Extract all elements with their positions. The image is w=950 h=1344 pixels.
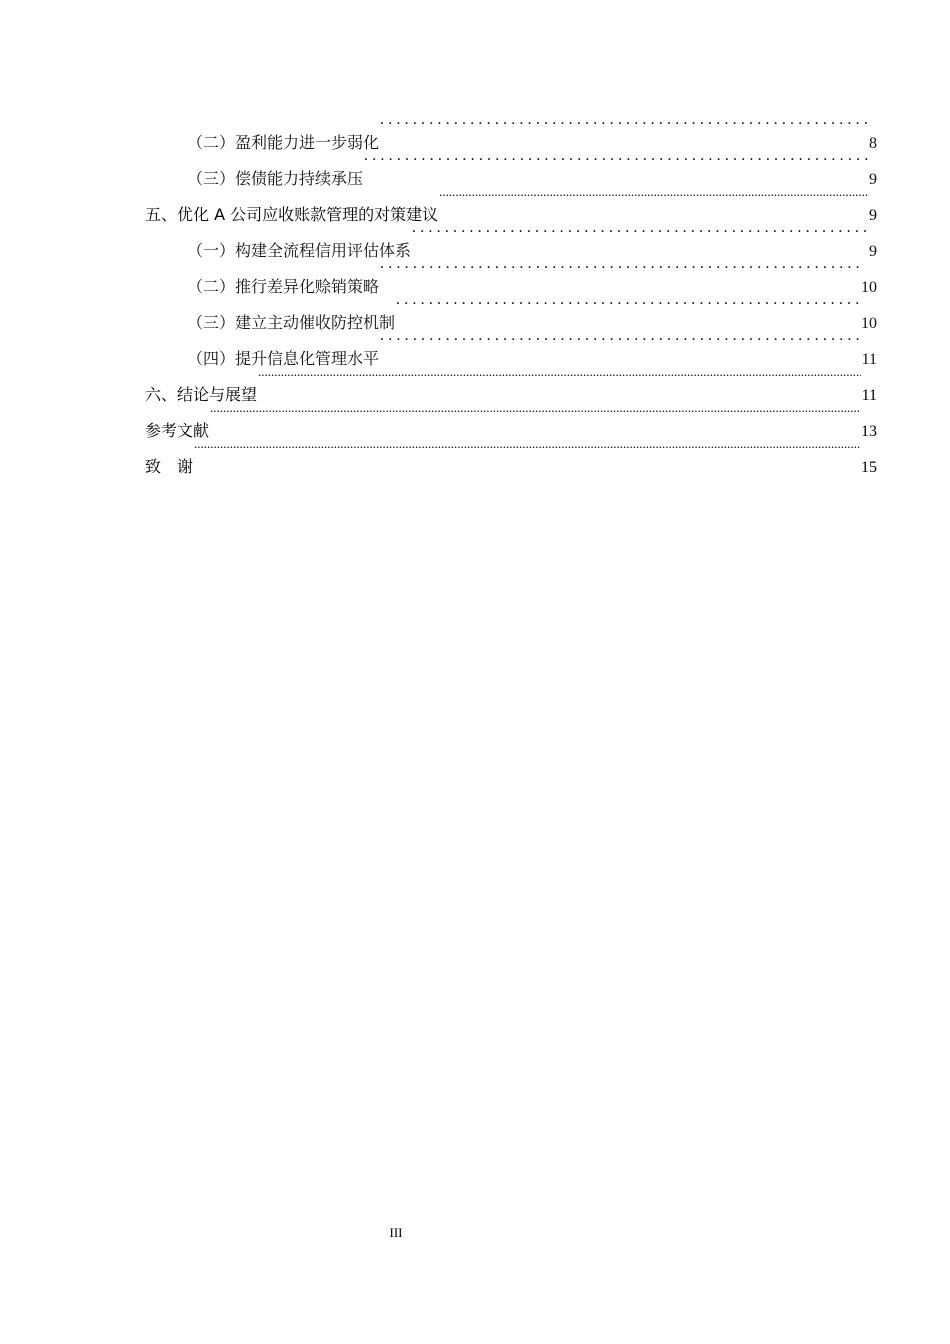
- toc-dot-leader: [364, 148, 868, 184]
- toc-dot-leader: [210, 400, 860, 436]
- toc-entry[interactable]: [145, 400, 877, 440]
- toc-entry-page: 10: [861, 279, 877, 296]
- toc-entry-title: 参考文献: [145, 421, 210, 440]
- toc-entry-title: 五、优化 A 公司应收账款管理的对策建议: [145, 205, 439, 224]
- toc-entry-title: （二）推行差异化赊销策略: [187, 277, 380, 296]
- toc-dot-leader: [258, 364, 861, 400]
- toc-dot-leader: [380, 256, 860, 292]
- toc-entry-page: 11: [861, 387, 877, 404]
- toc-dot-leader: [439, 184, 868, 220]
- toc-entry-page: 13: [861, 423, 877, 440]
- toc-entry-page: 9: [869, 243, 877, 260]
- toc-entry-page: 8: [869, 135, 877, 152]
- toc-entry[interactable]: [145, 436, 877, 476]
- toc-entry-title: （二）盈利能力进一步弱化: [187, 133, 380, 152]
- toc-entry-title: （三）建立主动催收防控机制: [187, 313, 396, 332]
- footer-page-number: III: [389, 1225, 403, 1240]
- toc-entry-title: （三）偿债能力持续承压: [187, 169, 364, 188]
- table-of-contents: [145, 112, 877, 476]
- toc-dot-leader: [380, 328, 861, 364]
- toc-entry-page: 9: [869, 207, 877, 224]
- toc-entry-page: 11: [861, 351, 877, 368]
- toc-entry-page: 15: [861, 459, 877, 476]
- toc-entry-title: 六、结论与展望: [145, 385, 258, 404]
- toc-dot-leader: [380, 112, 868, 148]
- toc-entry-title: （四）提升信息化管理水平: [187, 349, 380, 368]
- toc-entry[interactable]: [145, 112, 877, 152]
- toc-entry-title: 致 谢: [145, 457, 194, 476]
- toc-dot-leader: [412, 220, 868, 256]
- toc-entry-page: 10: [861, 315, 877, 332]
- toc-dot-leader: [396, 292, 860, 328]
- toc-dot-leader: [194, 436, 860, 472]
- toc-entry-title: （一）构建全流程信用评估体系: [187, 241, 412, 260]
- toc-entry-page: 9: [869, 171, 877, 188]
